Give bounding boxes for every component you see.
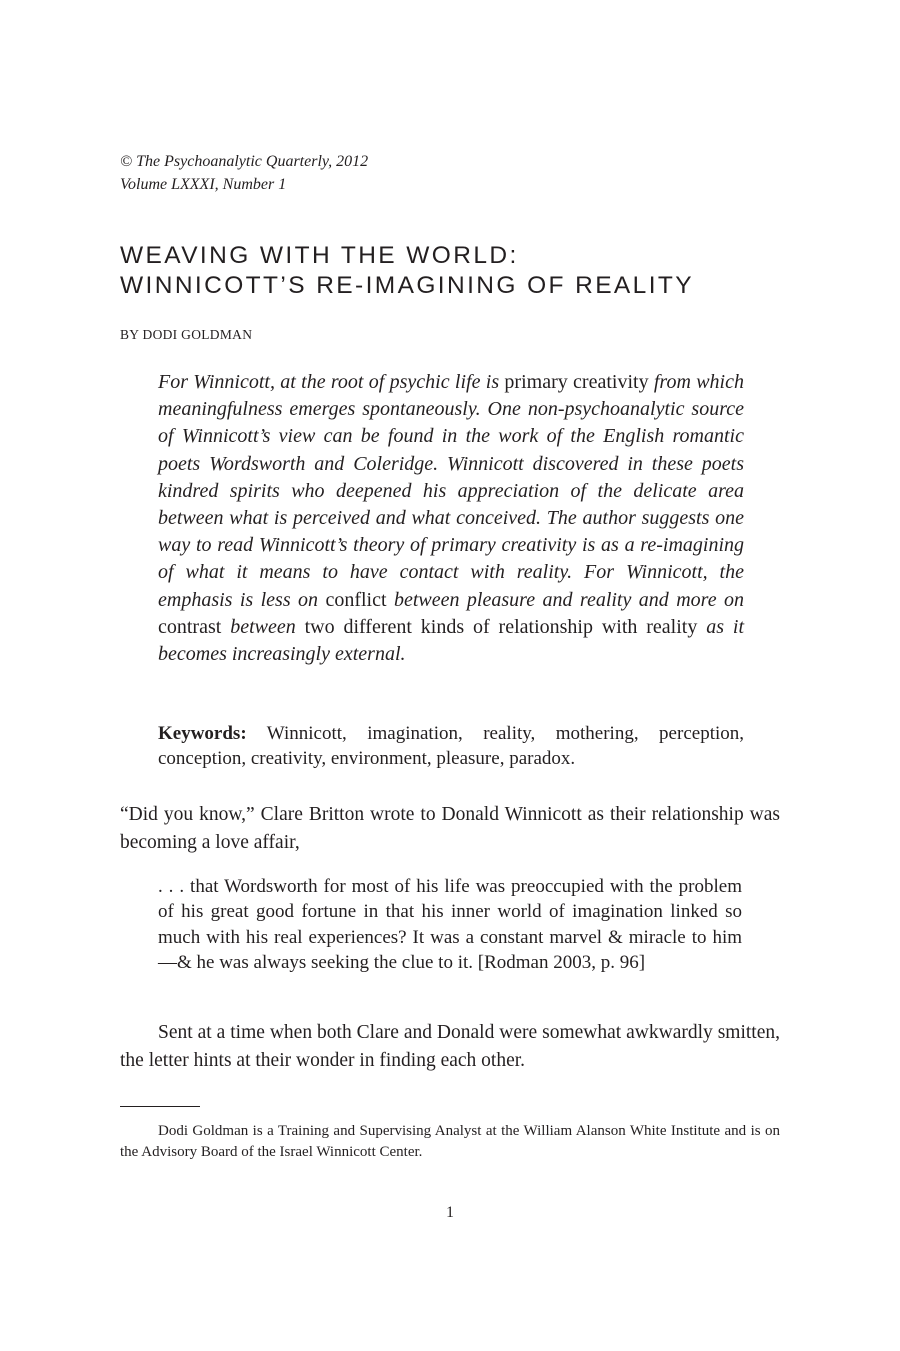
abstract-segment: between — [230, 615, 296, 638]
abstract-segment: from which meaningfulness emerges spontaneously. One non-psychoanalytic source of Winnicott’s view can be found in the work of the English romantic poets Wordsworth and Coleridge. Winnicott discovered in these poets kindred spirits who deepened his appreciation of the delicate area between what is perceived and what conceived. The author suggests one way to read Winnicott’s theory of primary creativity is as a re-imagining of what it means to have contact with reality. For Winnicott, the emphasis is less on — [158, 371, 744, 611]
body-paragraph-2: Sent at a time when both Clare and Donald were somewhat awkwardly smitten, the letter hints at their wonder in finding each other. — [120, 1022, 780, 1071]
article-title — [120, 241, 694, 301]
body-paragraph-1: “Did you know,” Clare Britton wrote to Donald Winnicott as their relationship was becoming a love affair, — [120, 804, 780, 853]
keywords-list: Winnicott, imagination, reality, mothering, perception, conception, creativity, environment, pleasure, paradox. — [158, 723, 744, 769]
author-byline: BY DODI GOLDMAN — [120, 327, 253, 342]
article-title-line-2: WINNICOTT’S RE-IMAGINING OF REALITY — [120, 272, 695, 299]
abstract-segment: contrast — [158, 615, 231, 638]
journal-copyright-line: © The Psychoanalytic Quarterly, 2012 — [120, 153, 369, 170]
journal-citation — [120, 150, 368, 196]
abstract-segment: two different kinds of relationship with reality — [295, 615, 707, 638]
article-title-line-1: WEAVING WITH THE WORLD: — [120, 242, 519, 269]
page-number: 1 — [446, 1204, 454, 1221]
block-quote: . . . that Wordsworth for most of his life was preoccupied with the problem of his great good fortune in that his inner world of imagination linked so much with his real experiences? It was a constant marvel & miracle to him—& he was always seeking the clue to it. [Rodman 2003, p. 96] — [158, 876, 742, 973]
abstract-segment: as it becomes increasingly external. — [158, 615, 744, 666]
abstract — [158, 369, 744, 668]
footnote-divider — [120, 1106, 200, 1107]
abstract-segment: For Winnicott, at the root of psychic life is — [158, 371, 500, 393]
abstract-segment: between pleasure and reality and more on — [393, 588, 744, 611]
keywords — [158, 721, 744, 771]
abstract-segment: primary creativity — [499, 371, 654, 393]
abstract-segment: conflict — [318, 588, 394, 611]
journal-volume-line: Volume LXXXI, Number 1 — [120, 176, 287, 193]
keywords-label: Keywords: — [158, 723, 247, 744]
author-footnote: Dodi Goldman is a Training and Supervising Analyst at the William Alanson White Institute and is on the Advisory Board of the Israel Winnicott Center. — [120, 1123, 780, 1160]
